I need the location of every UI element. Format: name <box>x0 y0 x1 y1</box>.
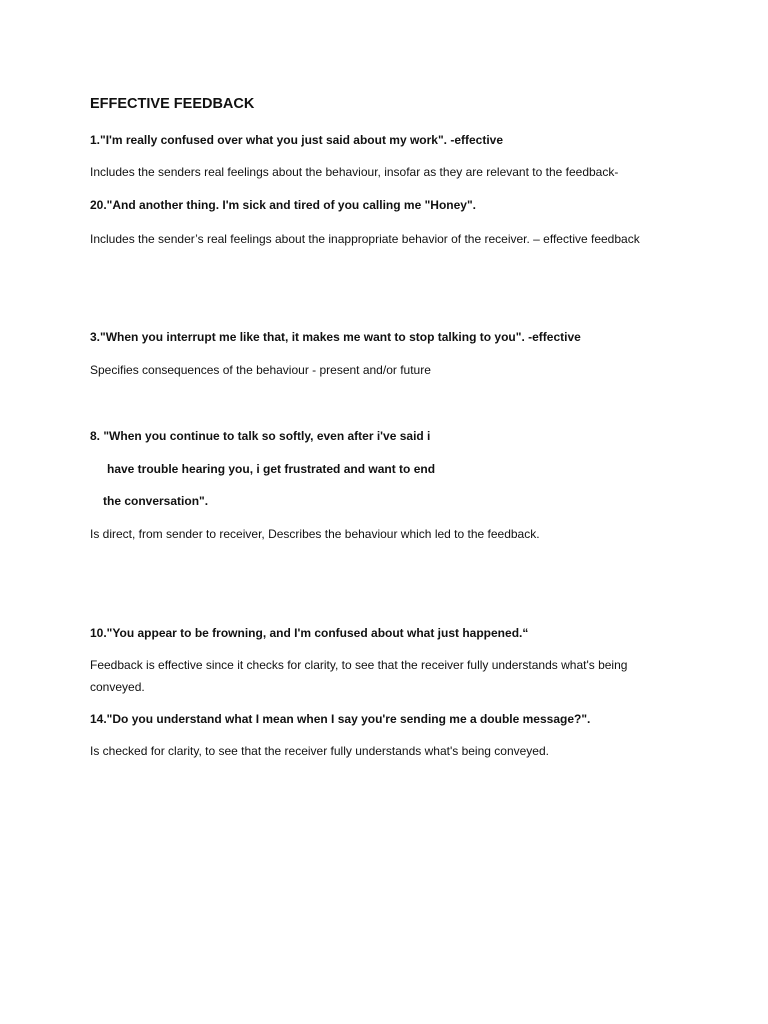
item-1-heading: 1."I'm really confused over what you just said about my work". -effective <box>90 133 504 147</box>
item-3-explanation: Specifies consequences of the behaviour - present and/or future <box>90 363 431 377</box>
document-title: EFFECTIVE FEEDBACK <box>90 96 255 112</box>
item-2-heading: 20."And another thing. I'm sick and tired of you calling me "Honey". <box>90 198 476 212</box>
item-5-explanation: Feedback is effective since it checks for clarity, to see that the receiver fully understands what's being conveyed. <box>90 658 628 694</box>
item-6-explanation: Is checked for clarity, to see that the receiver fully understands what's being conveyed. <box>90 744 549 758</box>
item-4-heading-line-3: the conversation". <box>103 494 209 508</box>
item-6-heading: 14."Do you understand what I mean when I say you're sending me a double message?". <box>90 712 591 726</box>
item-2-explanation: Includes the sender’s real feelings about the inappropriate behavior of the receiver. – effective feedback <box>90 232 640 246</box>
item-5-heading: 10."You appear to be frowning, and I'm confused about what just happened.“ <box>90 626 529 640</box>
item-1-explanation: Includes the senders real feelings about the behaviour, insofar as they are relevant to the feedback- <box>90 165 619 179</box>
item-3-heading: 3."When you interrupt me like that, it makes me want to stop talking to you". -effective <box>90 330 581 344</box>
item-4-heading-line-2: have trouble hearing you, i get frustrated and want to end <box>107 462 436 476</box>
item-4-explanation: Is direct, from sender to receiver, Describes the behaviour which led to the feedback. <box>90 527 540 541</box>
item-4-heading-line-1: 8. "When you continue to talk so softly, even after i've said i <box>90 429 431 443</box>
